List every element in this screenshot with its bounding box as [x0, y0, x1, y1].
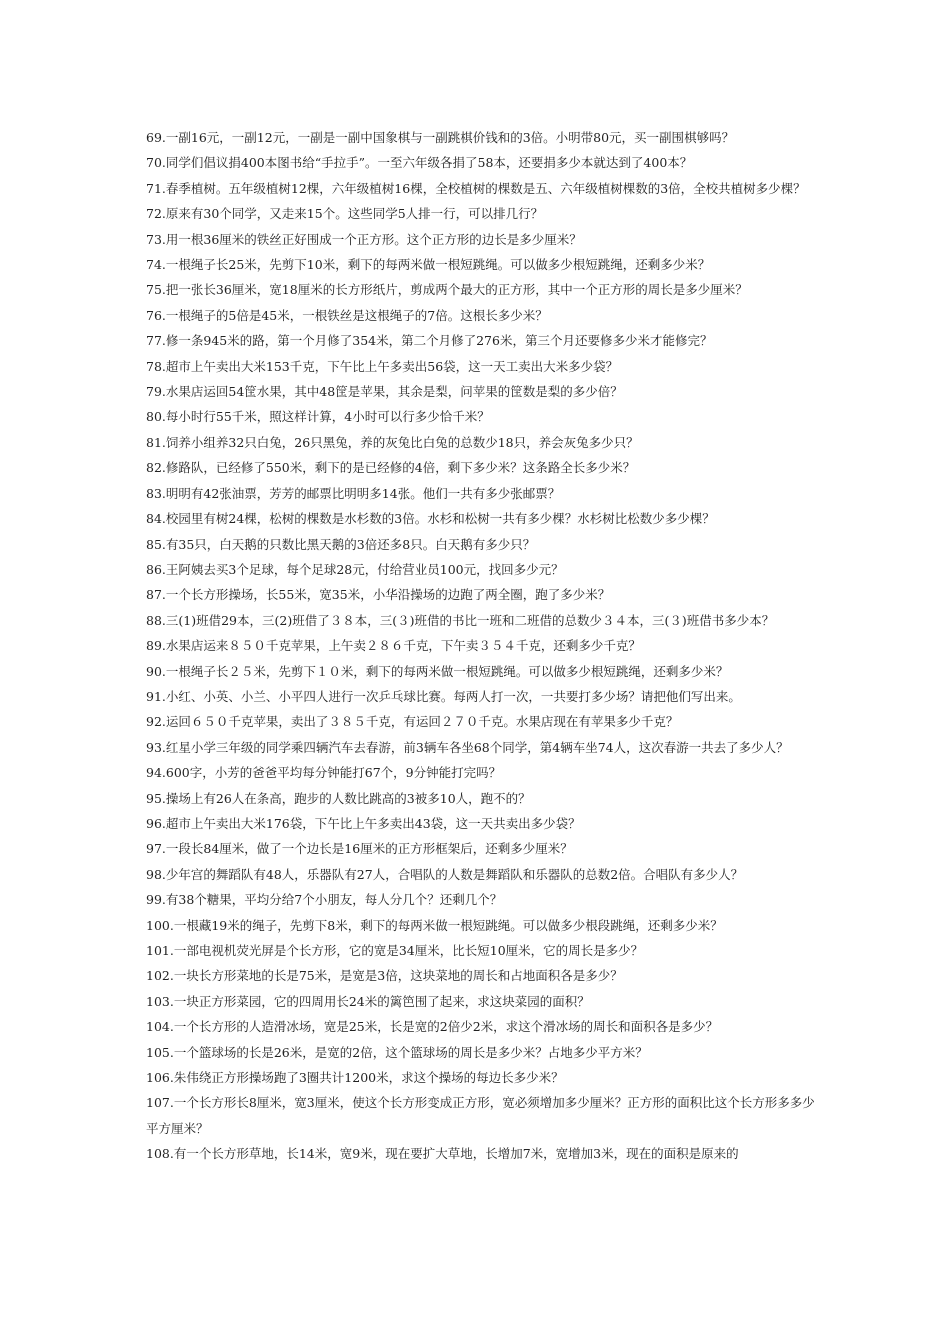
problem-text: 王阿姨去买3个足球，每个足球28元，付给营业员100元，找回多少元？	[165, 561, 564, 577]
problem-item	[146, 252, 826, 277]
problem-number: 71.	[146, 180, 166, 196]
problem-text: 一个长方形操场，长55米，宽35米，小华沿操场的边跑了两全圈，跑了多少米？	[165, 587, 611, 603]
problem-text: 修路队，已经修了550米，剩下的是已经修的4倍，剩下多少米？这条路全长多少米？	[165, 460, 636, 476]
problem-number: 99.	[146, 892, 166, 908]
problem-number: 84.	[146, 511, 166, 527]
problem-text: 原来有30个同学，又走来15个。这些同学5人排一行，可以排几行？	[165, 206, 544, 222]
problem-number: 72.	[146, 206, 166, 222]
problem-text: 一段长84厘米，做了一个边长是16厘米的正方形框架后，还剩多少厘米？	[165, 841, 573, 857]
problem-number: 73.	[146, 231, 166, 247]
problem-item	[146, 1065, 826, 1090]
problem-item	[146, 1141, 826, 1166]
problem-number: 69.	[146, 130, 166, 145]
problem-text: 水果店运回54筐水果，其中48筐是苹果，其余是梨，问苹果的筐数是梨的多少倍？	[165, 384, 623, 400]
problem-item	[146, 938, 826, 963]
problem-number: 89.	[146, 638, 166, 654]
problem-item	[146, 404, 826, 429]
problem-item	[146, 557, 826, 582]
problem-number: 101.	[146, 943, 174, 958]
problem-item	[146, 176, 826, 201]
problem-text: 一个长方形的人造滑冰场，宽是25米，长是宽的2倍少2米，求这个滑冰场的周长和面积各是多少？	[173, 1019, 719, 1035]
problem-number: 70.	[146, 155, 166, 171]
problem-number: 96.	[146, 815, 166, 831]
problem-text: 明明有42张油票，芳芳的邮票比明明多14张。他们一共有多少张邮票？	[165, 485, 561, 501]
problem-text: 超市上午卖出大米176袋，下午比上午多卖出43袋，这一天共卖出多少袋？	[165, 815, 581, 831]
problem-item	[146, 862, 826, 887]
problem-item	[146, 963, 826, 988]
problem-text: 有38个糖果，平均分给7个小朋友，每人分几个？还剩几个？	[165, 892, 503, 908]
problem-number: 78.	[146, 358, 166, 374]
problem-number: 94.	[146, 765, 166, 781]
problem-item	[146, 328, 826, 353]
problem-text: 一副16元，一副12元，一副是一副中国象棋与一副跳棋价钱和的3倍。小明带80元，买一副围棋够吗？	[165, 130, 735, 145]
problem-item	[146, 506, 826, 531]
problem-item	[146, 709, 826, 734]
problem-number: 87.	[146, 587, 166, 603]
problem-item	[146, 811, 826, 836]
problem-number: 75.	[146, 282, 166, 298]
problem-text: 校园里有树24棵，松树的棵数是水杉数的3倍。水杉和松树一共有多少棵？水杉树比松数少多少棵？	[165, 511, 715, 527]
problem-number: 92.	[146, 714, 166, 730]
problem-text: 运回６５０千克苹果，卖出了３８５千克，有运回２７０千克。水果店现在有苹果多少千克？	[165, 714, 679, 730]
problem-item	[146, 455, 826, 480]
problem-item	[146, 582, 826, 607]
problem-number: 108.	[146, 1146, 174, 1162]
problem-item	[146, 608, 826, 633]
problem-text: 少年宫的舞蹈队有48人，乐器队有27人，合唱队的人数是舞蹈队和乐器队的总数2倍。合唱队有多少人？	[165, 866, 744, 882]
problem-text: 一块正方形菜园，它的四周用长24米的篱笆围了起来，求这块菜园的面积？	[173, 993, 590, 1009]
problem-text: 小红、小英、小兰、小平四人进行一次乒乓球比赛。每两人打一次，一共要打多少场？请把他们写出来。	[165, 688, 741, 704]
problem-number: 79.	[146, 384, 166, 400]
problem-number: 91.	[146, 688, 166, 704]
problem-number: 104.	[146, 1019, 174, 1035]
problem-text: 用一根36厘米的铁丝正好围成一个正方形。这个正方形的边长是多少厘米？	[165, 231, 582, 247]
problem-item	[146, 836, 826, 861]
problem-item	[146, 1040, 826, 1065]
problem-item	[146, 786, 826, 811]
problem-item	[146, 532, 826, 557]
problem-text: 600字，小芳的爸爸平均每分钟能打67个，9分钟能打完吗？	[165, 765, 502, 781]
problem-item	[146, 201, 826, 226]
problem-text: 一部电视机荧光屏是个长方形，它的宽是34厘米，比长短10厘米，它的周长是多少？	[173, 943, 644, 958]
problem-item	[146, 1014, 826, 1039]
problem-text: 修一条945米的路，第一个月修了354米，第二个月修了276米，第三个月还要修多少米才能修完？	[165, 333, 713, 349]
problem-number: 100.	[146, 917, 174, 933]
problem-item	[146, 913, 826, 938]
problem-number: 74.	[146, 257, 166, 273]
problem-number: 82.	[146, 460, 166, 476]
problem-item	[146, 481, 826, 506]
problem-number: 88.	[146, 612, 166, 628]
problem-number: 105.	[146, 1044, 174, 1060]
problem-number: 107.	[146, 1095, 174, 1111]
problem-text: 每小时行55千米，照这样计算，4小时可以行多少恰千米？	[165, 409, 490, 425]
problem-number: 97.	[146, 841, 166, 857]
problem-item	[146, 684, 826, 709]
problem-number: 103.	[146, 993, 174, 1009]
problem-item	[146, 150, 826, 175]
problem-item	[146, 659, 826, 684]
problem-text: 有一个长方形草地，长14米，宽9米，现在要扩大草地，长增加7米，宽增加3米，现在的面积是原来的	[173, 1146, 739, 1162]
problem-item	[146, 379, 826, 404]
problem-text: 一根绳子长25米，先剪下10米，剩下的每两米做一根短跳绳。可以做多少根短跳绳，还剩多少米？	[165, 257, 711, 273]
problem-item	[146, 303, 826, 328]
problem-text: 超市上午卖出大米153千克，下午比上午多卖出56袋，这一天工卖出大米多少袋？	[165, 358, 619, 374]
problem-item	[146, 760, 826, 785]
problem-text: 一根藏19米的绳子，先剪下8米，剩下的每两米做一根短跳绳。可以做多少根段跳绳，还剩多少米？	[173, 917, 723, 933]
problem-text: 三(1)班借29本，三(2)班借了３８本，三(３)班借的书比一班和二班借的总数少３４本，三(３)班借书多少本？	[165, 612, 775, 628]
problem-item	[146, 633, 826, 658]
problem-number: 93.	[146, 739, 166, 755]
problem-item	[146, 430, 826, 455]
problem-text: 把一张长36厘米，宽18厘米的长方形纸片，剪成两个最大的正方形，其中一个正方形的周长是多少厘米？	[165, 282, 748, 298]
problem-number: 85.	[146, 536, 166, 552]
problem-item	[146, 887, 826, 912]
problem-number: 102.	[146, 968, 174, 984]
problem-number: 80.	[146, 409, 166, 425]
problem-item	[146, 227, 826, 252]
problem-item	[146, 1090, 826, 1141]
problem-item	[146, 277, 826, 302]
problem-number: 83.	[146, 485, 166, 501]
problem-text: 水果店运来８５０千克苹果，上午卖２８６千克，下午卖３５４千克，还剩多少千克？	[165, 638, 641, 654]
problem-text: 一根绳子的5倍是45米，一根铁丝是这根绳子的7倍。这根长多少米？	[165, 307, 548, 323]
problem-text: 操场上有26人在条高，跑步的人数比跳高的3被多10人，跑不的？	[165, 790, 531, 806]
problem-number: 90.	[146, 663, 166, 679]
problem-text: 一根绳子长２５米，先剪下１０米，剩下的每两米做一根短跳绳。可以做多少根短跳绳，还剩多少米？	[165, 663, 729, 679]
problem-number: 81.	[146, 434, 166, 450]
problem-item	[146, 735, 826, 760]
problem-text: 同学们倡议捐400本图书给“手拉手”。一至六年级各捐了58本，还要捐多少本就达到了400本？	[165, 155, 693, 171]
problem-text: 一块长方形菜地的长是75米，是宽是3倍，这块菜地的周长和占地面积各是多少？	[173, 968, 623, 984]
problem-item	[146, 989, 826, 1014]
problem-item	[146, 354, 826, 379]
problem-number: 77.	[146, 333, 166, 349]
problem-item	[146, 125, 826, 150]
problem-number: 98.	[146, 866, 166, 882]
problem-text: 红星小学三年级的同学乘四辆汽车去春游，前3辆车各坐68个同学，第4辆车坐74人，这次春游一共去了多少人？	[165, 739, 789, 755]
problem-text: 一个长方形长8厘米，宽3厘米，使这个长方形变成正方形，宽必须增加多少厘米？正方形的面积比这个长方形多多少平方厘米？	[146, 1095, 815, 1136]
document-page	[146, 125, 826, 1167]
problem-number: 106.	[146, 1070, 174, 1086]
problem-text: 一个篮球场的长是26米，是宽的2倍，这个篮球场的周长是多少米？占地多少平方米？	[173, 1044, 648, 1060]
problem-text: 饲养小组养32只白兔，26只黑兔，养的灰兔比白兔的总数少18只，养会灰兔多少只？	[165, 434, 639, 450]
problem-number: 76.	[146, 307, 166, 323]
problem-number: 86.	[146, 561, 166, 577]
problem-number: 95.	[146, 790, 166, 806]
problem-text: 朱伟绕正方形操场跑了3圈共计1200米，求这个操场的每边长多少米？	[173, 1070, 564, 1086]
problem-text: 有35只，白天鹅的只数比黑天鹅的3倍还多8只。白天鹅有多少只？	[165, 536, 536, 552]
problem-text: 春季植树。五年级植树12棵，六年级植树16棵，全校植树的棵数是五、六年级植树棵数的3倍，全校共植树多少棵？	[165, 180, 806, 196]
